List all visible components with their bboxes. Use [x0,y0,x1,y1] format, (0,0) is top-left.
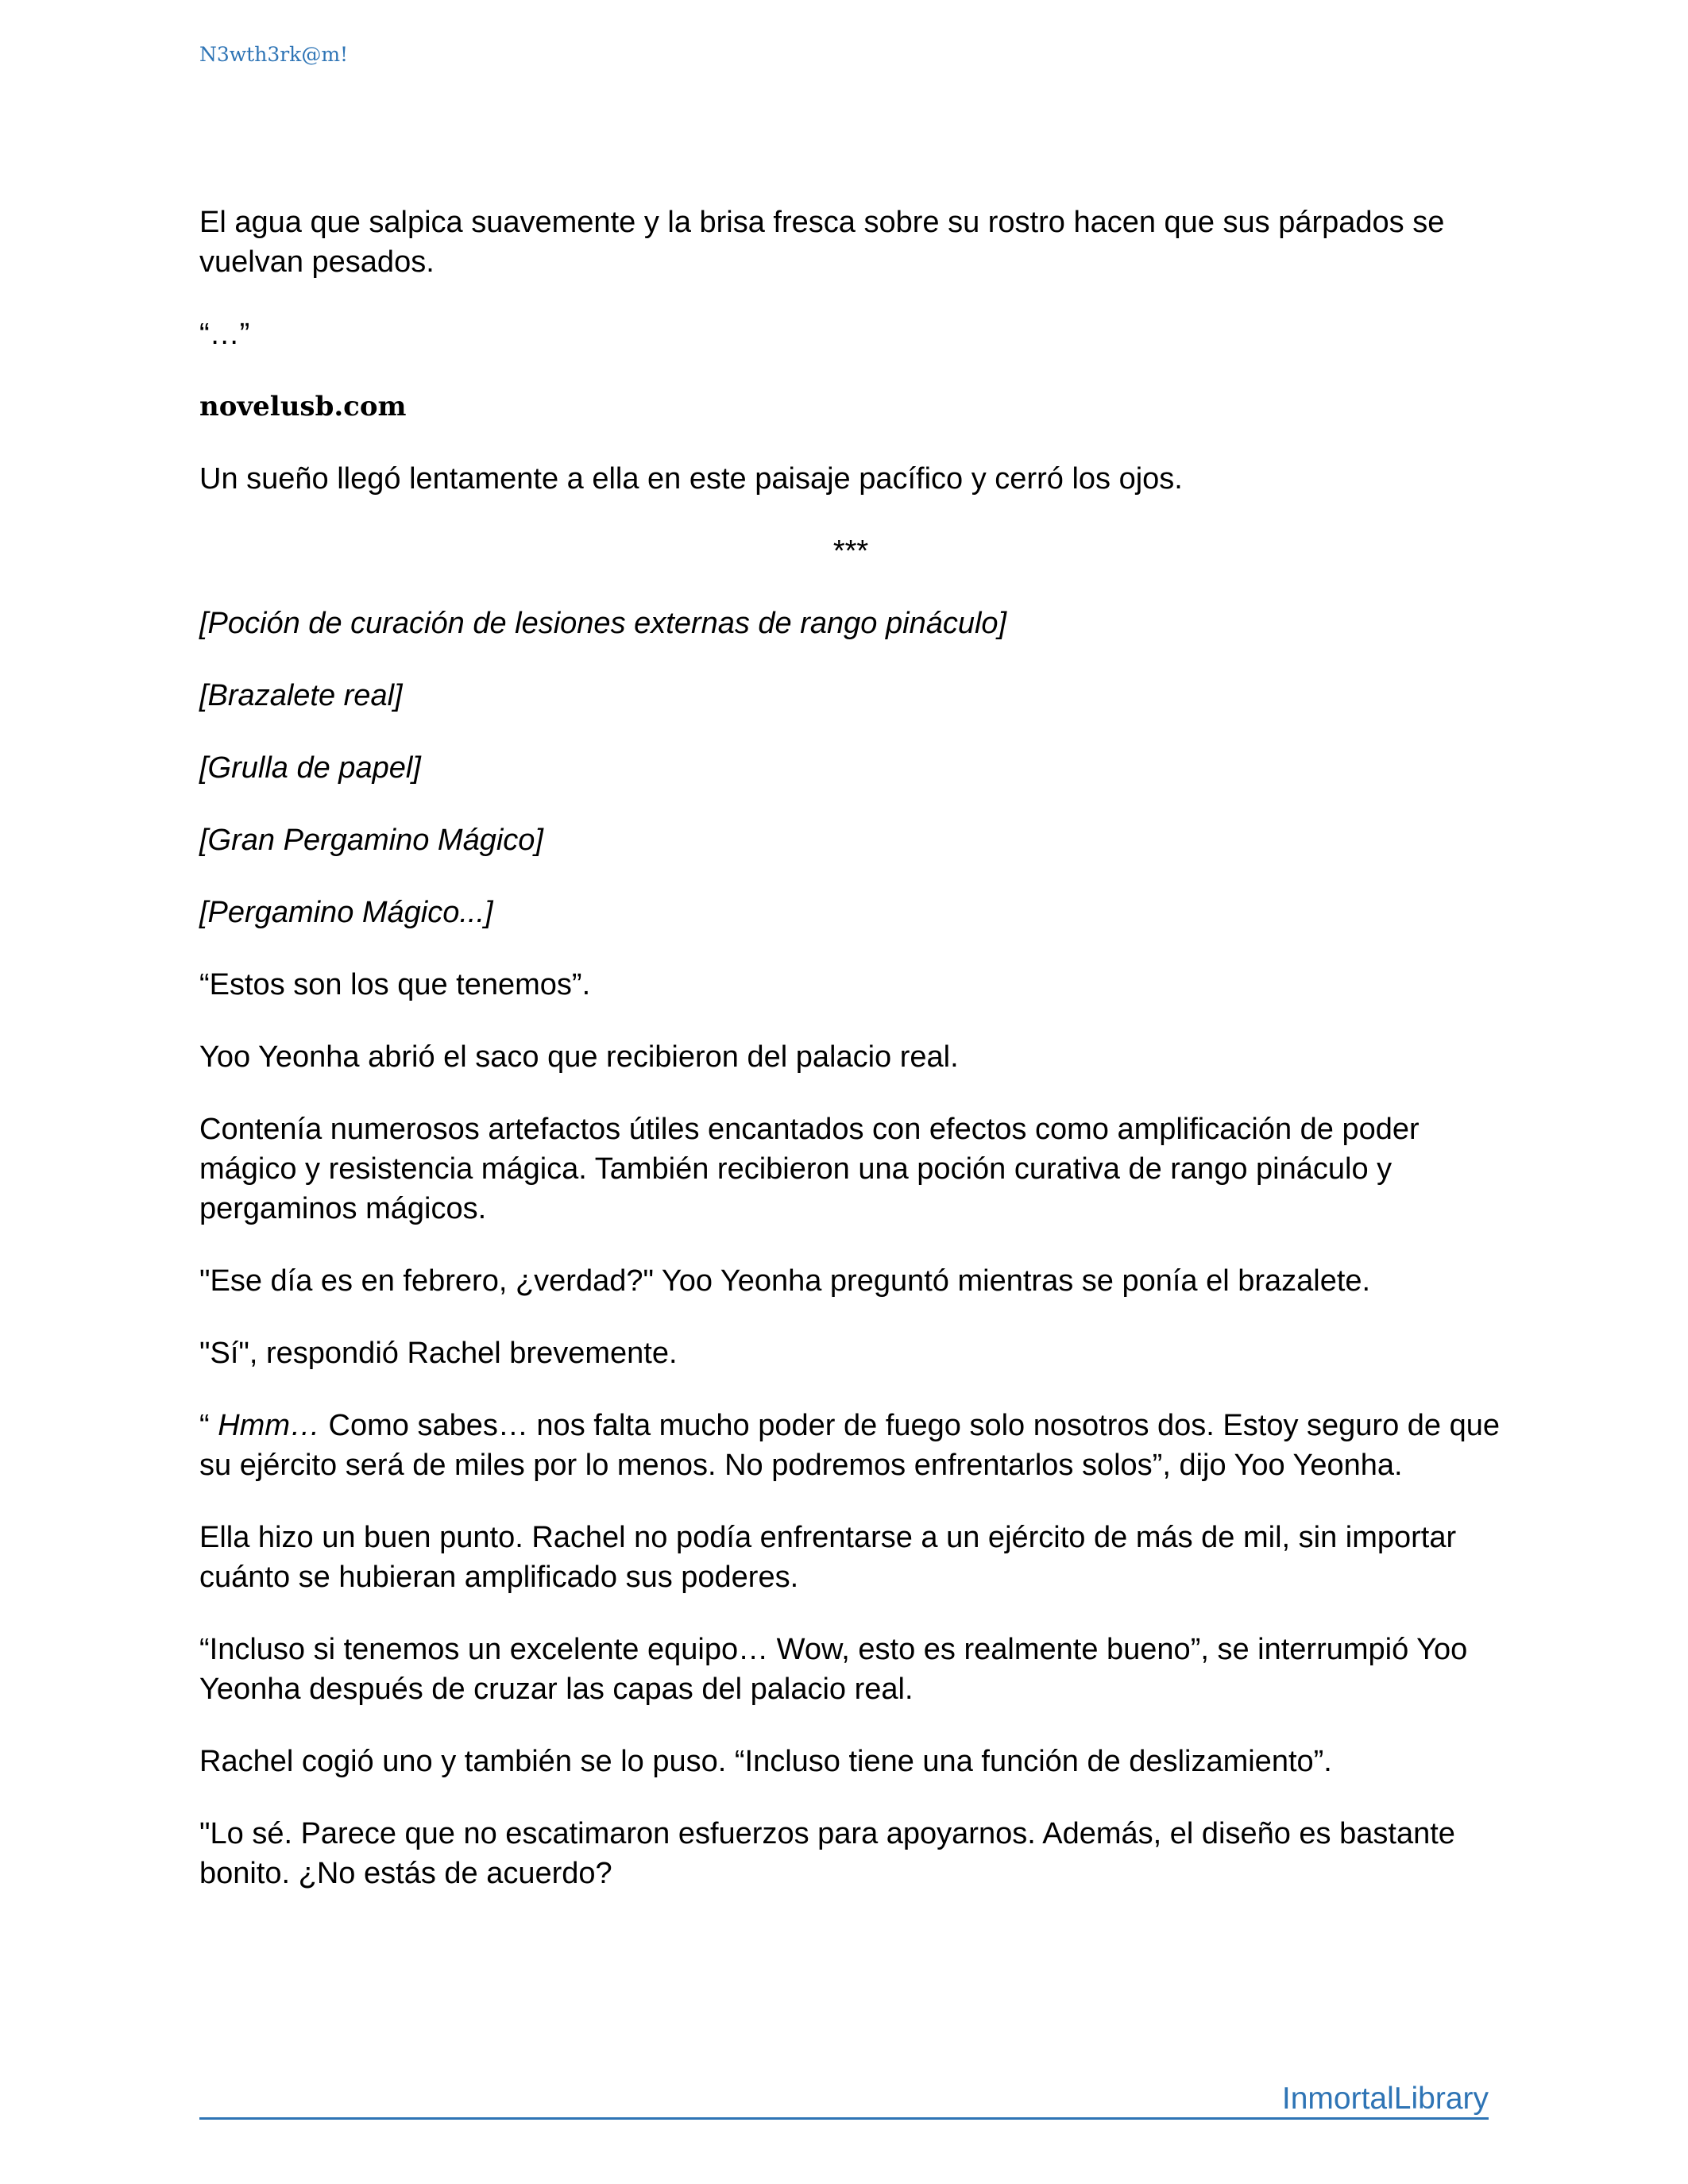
item-entry: [Pergamino Mágico...] [199,896,493,929]
paragraph-rest: Como sabes… nos falta mucho poder de fuego solo nosotros dos. Estoy seguro de que su ejército será de miles por lo menos. No podremos enfrentarlos solos”, dijo Yoo Yeonha. [199,1409,1500,1482]
item-entry: [Grulla de papel] [199,751,421,785]
paragraph: “Incluso si tenemos un excelente equipo… Wow, esto es realmente bueno”, se interrumpió Yoo Yeonha después de cruzar las capas del palacio real. [199,1633,1468,1706]
paragraph [199,1406,1502,1485]
item-entry: [Gran Pergamino Mágico] [199,824,543,857]
paragraph: Contenía numerosos artefactos útiles encantados con efectos como amplificación de poder mágico y resistencia mágica. También recibieron una poción curativa de rango pináculo y pergaminos mágicos. [199,1113,1420,1225]
scene-separator: *** [832,534,869,568]
paragraph: "Lo sé. Parece que no escatimaron esfuerzos para apoyarnos. Además, el diseño es bastante bonito. ¿No estás de acuerdo? [199,1817,1455,1890]
emphasis-text: Hmm… [218,1409,320,1442]
footer-link[interactable]: InmortalLibrary [1281,2082,1489,2116]
paragraph: El agua que salpica suavemente y la brisa fresca sobre su rostro hacen que sus párpados se vuelvan pesados. [199,206,1445,279]
header-watermark: N3wth3rk@m! [199,43,349,66]
item-entry: [Brazalete real] [199,679,403,712]
paragraph: Yoo Yeonha abrió el saco que recibieron del palacio real. [199,1040,959,1074]
paragraph: "Ese día es en febrero, ¿verdad?" Yoo Yeonha preguntó mientras se ponía el brazalete. [199,1264,1371,1298]
paragraph: “Estos son los que tenemos”. [199,968,591,1001]
dialogue-ellipsis: “…” [199,318,250,351]
item-entry: [Poción de curación de lesiones externas de rango pináculo] [199,607,1007,640]
paragraph: Un sueño llegó lentamente a ella en este paisaje pacífico y cerró los ojos. [199,462,1183,496]
page-footer [199,2081,1489,2120]
site-watermark: novelusb.com [199,391,407,423]
quote-open: “ [199,1409,218,1442]
paragraph: "Sí", respondió Rachel brevemente. [199,1337,678,1370]
paragraph: Ella hizo un buen punto. Rachel no podía enfrentarse a un ejército de más de mil, sin importar cuánto se hubieran amplificado sus poderes. [199,1521,1457,1594]
paragraph: Rachel cogió uno y también se lo puso. “Incluso tiene una función de deslizamiento”. [199,1745,1332,1778]
document-body [199,203,1502,1926]
